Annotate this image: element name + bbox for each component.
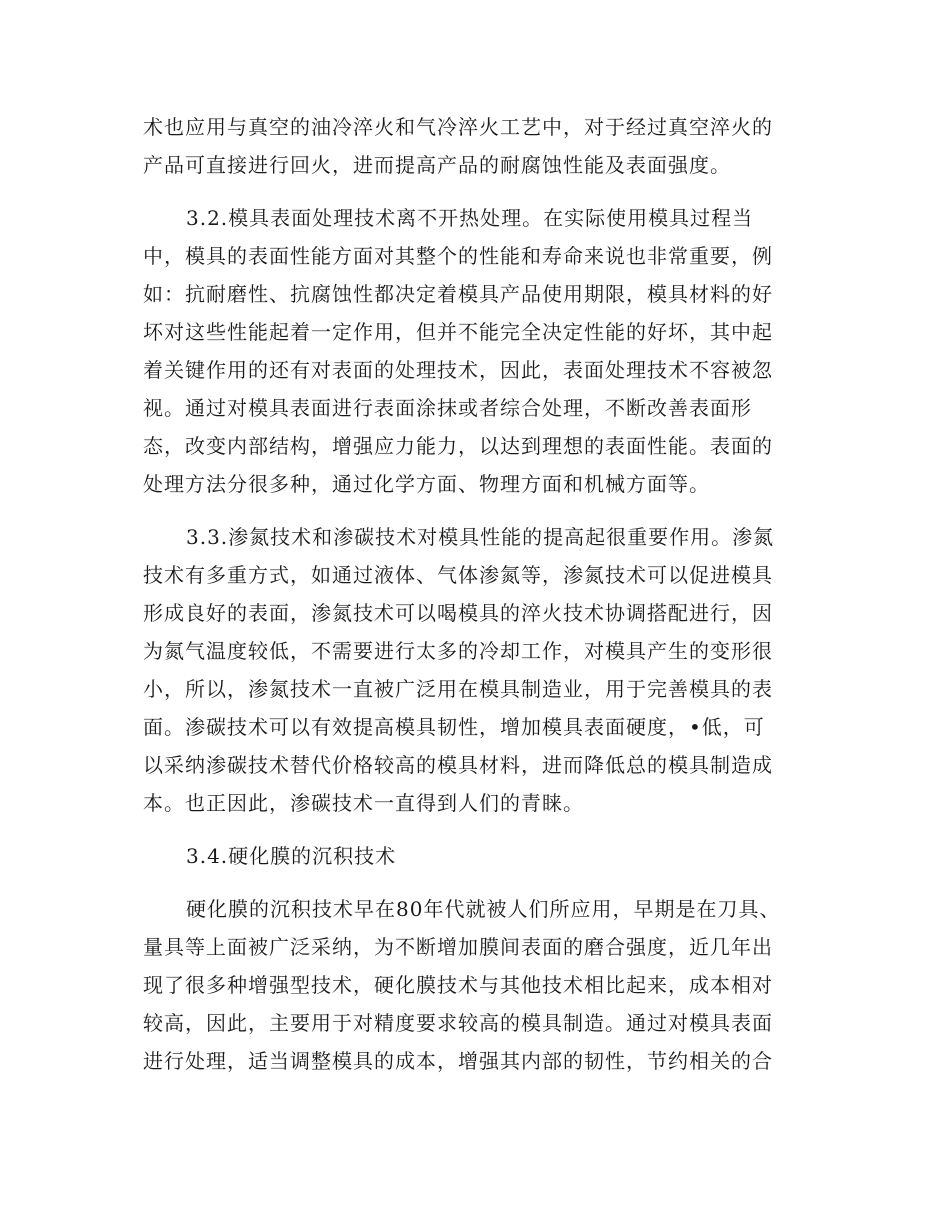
text-line: 坏对这些性能起着一定作用，但并不能完全决定性能的好坏，其中起 (143, 320, 773, 344)
text-line: 较高，因此，主要用于对精度要求较高的模具制造。通过对模具表面 (143, 1011, 773, 1035)
text-line: 中，模具的表面性能方面对其整个的性能和寿命来说也非常重要，例 (143, 244, 773, 268)
text-line: 态，改变内部结构，增强应力能力，以达到理想的表面性能。表面的 (143, 434, 773, 458)
text-line: 小，所以，渗氮技术一直被广泛用在模具制造业，用于完善模具的表 (143, 677, 773, 701)
text-line: 3.3.渗氮技术和渗碳技术对模具性能的提高起很重要作用。渗氮 (186, 525, 775, 549)
text-line: 术也应用与真空的油冷淬火和气冷淬火工艺中，对于经过真空淬火的 (143, 115, 773, 139)
text-line: 3.2.模具表面处理技术离不开热处理。在实际使用模具过程当 (186, 206, 754, 230)
text-line: 如：抗耐磨性、抗腐蚀性都决定着模具产品使用期限，模具材料的好 (143, 282, 773, 306)
text-line: 产品可直接进行回火，进而提高产品的耐腐蚀性能及表面强度。 (143, 153, 731, 177)
text-line: 视。通过对模具表面进行表面涂抹或者综合处理，不断改善表面形 (143, 396, 752, 420)
text-line: 以采纳渗碳技术替代价格较高的模具材料，进而降低总的模具制造成 (143, 753, 773, 777)
text-line: 量具等上面被广泛采纳，为不断增加膜间表面的磨合强度，近几年出 (143, 935, 773, 959)
text-line: 着关键作用的还有对表面的处理技术，因此，表面处理技术不容被忽 (143, 358, 773, 382)
text-line: 进行处理，适当调整模具的成本，增强其内部的韧性，节约相关的合 (143, 1049, 773, 1073)
text-line: 硬化膜的沉积技术早在80年代就被人们所应用，早期是在刀具、 (186, 897, 781, 921)
section-heading: 3.4.硬化膜的沉积技术 (186, 844, 397, 868)
text-line: 为氮气温度较低，不需要进行太多的冷却工作，对模具产生的变形很 (143, 639, 773, 663)
text-line: 技术有多重方式，如通过液体、气体渗氮等，渗氮技术可以促进模具 (143, 563, 773, 587)
text-line: 形成良好的表面，渗氮技术可以喝模具的淬火技术协调搭配进行，因 (143, 601, 773, 625)
text-line: 处理方法分很多种，通过化学方面、物理方面和机械方面等。 (143, 472, 710, 496)
text-line: 本。也正因此，渗碳技术一直得到人们的青睐。 (143, 791, 584, 815)
text-line: 现了很多种增强型技术，硬化膜技术与其他技术相比起来，成本相对 (143, 973, 773, 997)
text-line: 面。渗碳技术可以有效提高模具韧性，增加模具表面硬度，•低，可 (143, 715, 765, 739)
